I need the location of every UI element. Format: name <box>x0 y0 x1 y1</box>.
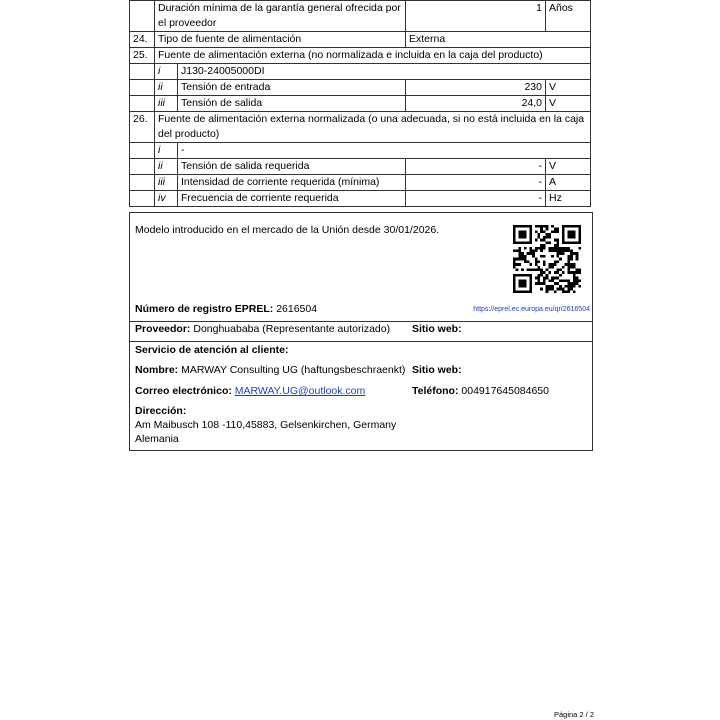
sub-label: Tensión de salida requerida <box>178 159 406 175</box>
sub-label: Tensión de salida <box>178 96 406 112</box>
row-label: Tipo de fuente de alimentación <box>155 32 406 48</box>
sub-index: iii <box>155 96 178 112</box>
row-label: Fuente de alimentación externa normalizada (o una adecuada, si no está incluida en la caja del producto) <box>155 112 591 143</box>
table-row <box>130 48 591 64</box>
sub-value: 230 <box>406 80 546 96</box>
sub-unit: V <box>546 96 591 112</box>
service-phone-label: Teléfono: <box>412 385 459 397</box>
sub-index: ii <box>155 80 178 96</box>
sub-index: i <box>155 143 178 159</box>
row-number: 24. <box>130 32 155 48</box>
row-number: 25. <box>130 48 155 64</box>
row-label: Fuente de alimentación externa (no normalizada e incluida en la caja del producto) <box>155 48 591 64</box>
sub-value: - <box>406 159 546 175</box>
sub-unit: V <box>546 80 591 96</box>
sub-value: - <box>406 191 546 207</box>
supplier-row <box>130 321 592 342</box>
sub-label: - <box>178 143 591 159</box>
eprel-url-link[interactable]: https://eprel.ec.europa.eu/qr/2616504 <box>473 306 590 313</box>
sub-label: J130-24005000DI <box>178 64 591 80</box>
eprel-row <box>130 301 592 322</box>
table-row <box>130 32 591 48</box>
service-email-label: Correo electrónico: <box>135 385 232 397</box>
table-row <box>130 96 591 112</box>
table-row <box>130 159 591 175</box>
row-label: Duración mínima de la garantía general ofrecida por el proveedor <box>155 1 406 32</box>
sub-label: Frecuencia de corriente requerida <box>178 191 406 207</box>
sub-index: iii <box>155 175 178 191</box>
sub-index: iv <box>155 191 178 207</box>
eprel-label: Número de registro EPREL: <box>135 303 274 315</box>
service-address-label: Dirección: <box>135 405 187 417</box>
table-row <box>130 191 591 207</box>
service-phone: 004917645084650 <box>461 385 549 397</box>
row-unit: Años <box>546 1 591 32</box>
sub-unit: Hz <box>546 191 591 207</box>
row-number: 26. <box>130 112 155 143</box>
sub-unit: A <box>546 175 591 191</box>
table-row <box>130 175 591 191</box>
customer-service-block <box>130 341 592 451</box>
table-row <box>130 1 591 32</box>
row-value: 1 <box>406 1 546 32</box>
sub-label: Intensidad de corriente requerida (mínima) <box>178 175 406 191</box>
service-name-label: Nombre: <box>135 364 179 376</box>
service-web-label: Sitio web: <box>412 364 462 376</box>
table-row <box>130 80 591 96</box>
spec-table <box>129 0 591 207</box>
supplier-info-panel <box>129 212 593 451</box>
sub-index: ii <box>155 159 178 175</box>
sub-value: - <box>406 175 546 191</box>
sub-index: i <box>155 64 178 80</box>
market-date-text: Modelo introducido en el mercado de la Unión desde 30/01/2026. <box>135 224 440 236</box>
row-value: Externa <box>406 32 591 48</box>
service-address-line1: Am Maibusch 108 -110,45883, Gelsenkirchen, Germany <box>135 419 397 431</box>
eprel-number: 2616504 <box>276 303 318 315</box>
page-number: Página 2 / 2 <box>553 710 594 719</box>
sub-value: 24,0 <box>406 96 546 112</box>
table-row <box>130 112 591 143</box>
sub-unit: V <box>546 159 591 175</box>
supplier-label: Proveedor: <box>135 323 191 335</box>
service-heading: Servicio de atención al cliente: <box>135 344 289 356</box>
supplier-web-label: Sitio web: <box>412 323 462 335</box>
service-name: MARWAY Consulting UG (haftungsbeschraenkt) <box>181 364 406 376</box>
table-row <box>130 64 591 80</box>
table-row <box>130 143 591 159</box>
service-address-line2: Alemania <box>135 433 179 445</box>
supplier-name: Donghuababa (Representante autorizado) <box>193 323 391 335</box>
qr-code-icon <box>513 225 581 293</box>
sub-label: Tensión de entrada <box>178 80 406 96</box>
service-email-link[interactable]: MARWAY.UG@outlook.com <box>234 385 366 397</box>
